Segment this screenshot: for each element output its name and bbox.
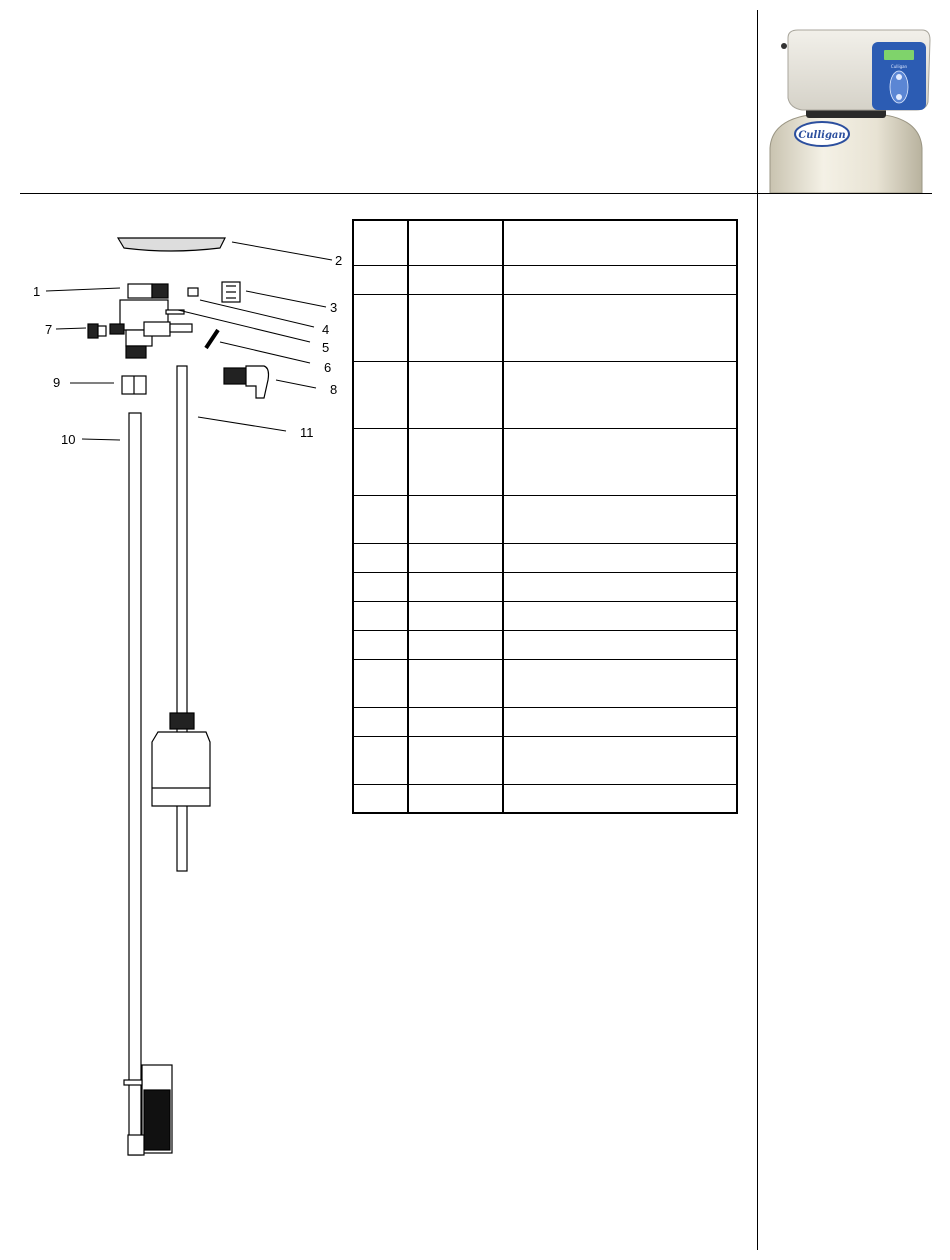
table-cell — [503, 572, 737, 601]
table-cell — [408, 495, 503, 543]
table-cell — [408, 784, 503, 813]
header-divider — [20, 193, 932, 194]
callout-11: 11 — [300, 425, 314, 440]
table-cell — [503, 220, 737, 265]
head-screw-icon — [781, 43, 787, 49]
callout-4: 4 — [322, 322, 330, 337]
part-10-distributor-tube — [129, 413, 141, 1155]
sidebar-divider — [757, 10, 758, 1250]
softener-tank — [770, 114, 922, 193]
table-header-row — [353, 220, 737, 265]
table-row — [353, 630, 737, 659]
table-cell — [503, 736, 737, 784]
table-cell — [353, 220, 408, 265]
part-8-elbow — [224, 366, 269, 398]
exploded-view-diagram — [20, 210, 350, 1180]
table-cell — [353, 601, 408, 630]
table-row — [353, 543, 737, 572]
table-cell — [353, 294, 408, 361]
table-cell — [408, 659, 503, 707]
table-cell — [408, 736, 503, 784]
callout-6: 6 — [324, 360, 332, 375]
table-cell — [503, 428, 737, 495]
table-cell — [503, 630, 737, 659]
table-cell — [408, 428, 503, 495]
table-cell — [353, 736, 408, 784]
table-row — [353, 265, 737, 294]
table-cell — [408, 265, 503, 294]
table-cell — [353, 495, 408, 543]
table-row — [353, 707, 737, 736]
part-6-pin — [206, 330, 218, 348]
table-row — [353, 495, 737, 543]
table-cell — [353, 572, 408, 601]
table-cell — [408, 572, 503, 601]
panel-brand-label: Culligan — [890, 64, 908, 69]
table-cell — [408, 601, 503, 630]
table-row — [353, 601, 737, 630]
table-cell — [408, 294, 503, 361]
table-cell — [408, 220, 503, 265]
table-row — [353, 736, 737, 784]
table-cell — [503, 495, 737, 543]
callout-3: 3 — [330, 300, 338, 315]
table-cell — [353, 361, 408, 428]
part-4-plug — [188, 288, 198, 296]
table-cell — [503, 294, 737, 361]
table-cell — [408, 707, 503, 736]
callout-8: 8 — [330, 382, 338, 397]
table-cell — [503, 361, 737, 428]
table-cell — [408, 630, 503, 659]
callout-7: 7 — [45, 322, 53, 337]
table-cell — [503, 784, 737, 813]
part-1-valve-body — [110, 284, 192, 358]
callout-5: 5 — [322, 340, 330, 355]
display-screen — [884, 50, 914, 60]
table-cell — [353, 707, 408, 736]
callout-2: 2 — [335, 253, 343, 268]
callout-10: 10 — [61, 432, 76, 447]
part-7-nut — [88, 324, 98, 338]
table-cell — [353, 265, 408, 294]
table-row — [353, 428, 737, 495]
parts-table — [352, 219, 738, 814]
table-row — [353, 361, 737, 428]
down-button-icon — [896, 94, 902, 100]
table-cell — [353, 428, 408, 495]
table-cell — [353, 630, 408, 659]
table-cell — [353, 659, 408, 707]
table-row — [353, 784, 737, 813]
callout-1: 1 — [33, 284, 41, 299]
part-2-ring — [118, 238, 225, 251]
table-row — [353, 572, 737, 601]
brand-badge-text: Culligan — [798, 130, 846, 141]
callout-9: 9 — [53, 375, 61, 390]
table-cell — [503, 659, 737, 707]
table-cell — [408, 361, 503, 428]
table-row — [353, 294, 737, 361]
table-cell — [503, 601, 737, 630]
table-cell — [408, 543, 503, 572]
table-cell — [503, 265, 737, 294]
up-button-icon — [896, 74, 902, 80]
table-cell — [353, 543, 408, 572]
table-row — [353, 659, 737, 707]
table-cell — [503, 543, 737, 572]
table-cell — [503, 707, 737, 736]
table-cell — [353, 784, 408, 813]
part-11-upper-screen — [152, 713, 210, 806]
product-photo — [762, 18, 932, 193]
